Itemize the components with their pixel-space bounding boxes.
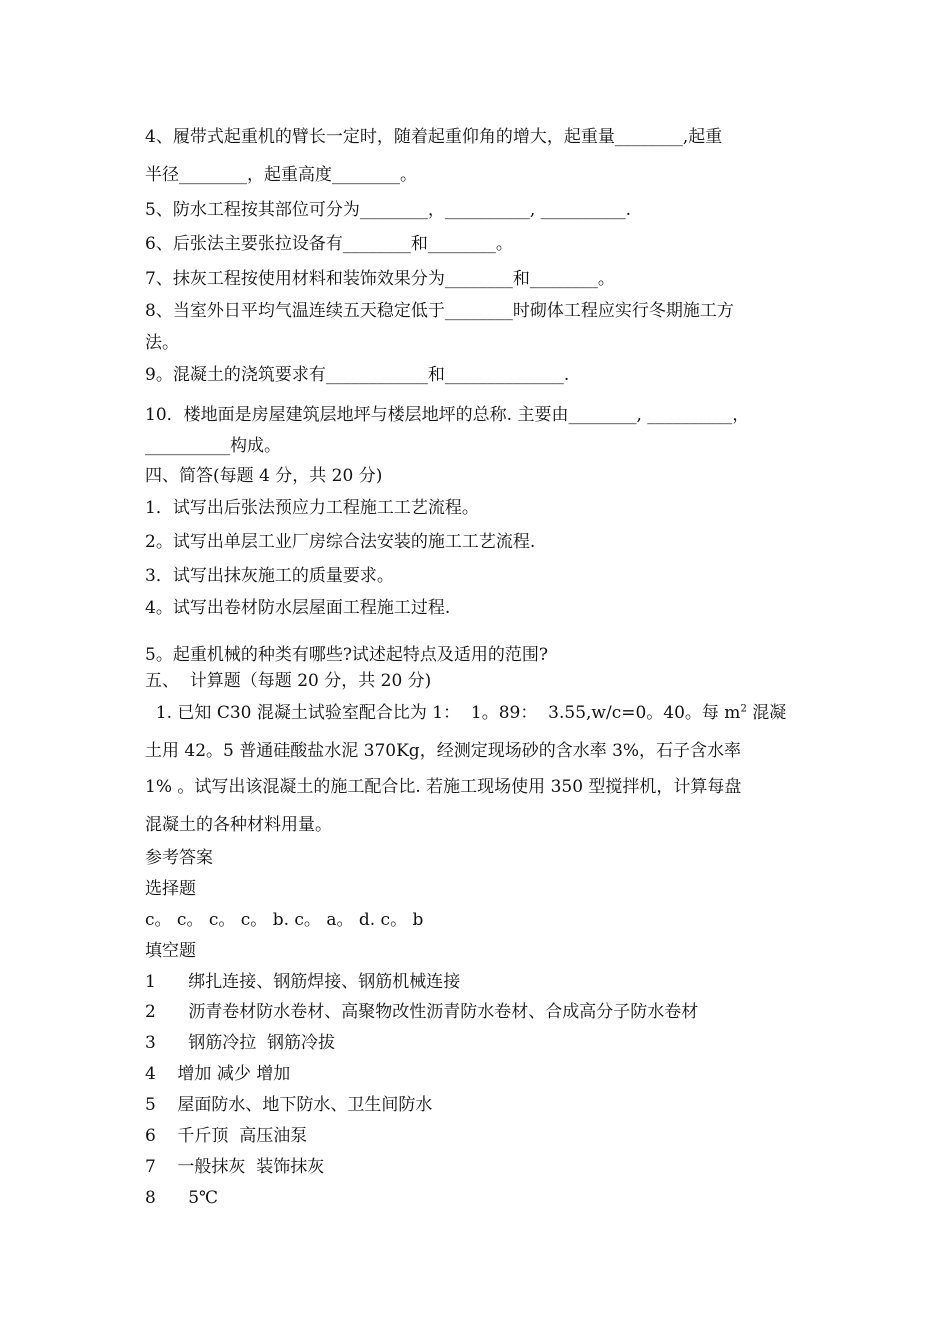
fill-question-5: 5、防水工程按其部位可分为________，__________, __________. (145, 200, 632, 220)
fill-answer-5: 5 屋面防水、地下防水、卫生间防水 (145, 1095, 433, 1115)
answers-heading: 参考答案 (145, 848, 213, 868)
fill-question-4-line-2: 半径________，起重高度________。 (145, 165, 417, 185)
short-answer-question-5: 5。起重机械的种类有哪些?试述起特点及适用的范围? (145, 645, 549, 665)
fill-question-4-line-1: 4、履带式起重机的臂长一定时，随着起重仰角的增大，起重量________,起重 (145, 127, 723, 147)
calculation-heading: 五、 计算题（每题 20 分，共 20 分) (145, 671, 432, 691)
fill-answer-3: 3 钢筋冷拉 钢筋冷拔 (145, 1033, 336, 1053)
fill-question-9: 9。混凝土的浇筑要求有____________和______________. (145, 365, 570, 385)
short-answer-question-1: 1．试写出后张法预应力工程施工工艺流程。 (145, 498, 479, 518)
fill-answer-6: 6 千斤顶 高压油泵 (145, 1126, 308, 1146)
choice-answers: c。 c。 c。 c。 b. c。 a。 d. c。 b (145, 910, 424, 930)
fill-question-7: 7、抹灰工程按使用材料和装饰效果分为________和________。 (145, 269, 615, 289)
short-answer-question-3: 3．试写出抹灰施工的质量要求。 (145, 566, 394, 586)
fill-answer-7: 7 一般抹灰 装饰抹灰 (145, 1157, 325, 1177)
calculation-line-1-end: 混凝 (746, 703, 787, 723)
fill-question-10-line-1: 10．楼地面是房屋建筑层地坪与楼层地坪的总称. 主要由________, __________， (145, 405, 750, 425)
fill-question-8-line-1: 8、当室外日平均气温连续五天稳定低于________时砌体工程应实行冬期施工方 (145, 301, 734, 321)
short-answer-question-2: 2。试写出单层工业厂房综合法安装的施工工艺流程. (145, 532, 536, 552)
fill-answer-8: 8 5℃ (145, 1188, 219, 1208)
fill-question-10-line-2: __________构成。 (145, 436, 281, 456)
calculation-line-2: 土用 42。5 普通硅酸盐水泥 370Kg，经测定现场砂的含水率 3%，石子含水率 (145, 741, 742, 761)
choice-heading: 选择题 (145, 879, 196, 899)
calculation-line-1-text: 1. 已知 C30 混凝土试验室配合比为 1： 1。89： 3.55,w/c=0。40。每 m (145, 703, 741, 723)
fill-question-6: 6、后张法主要张拉设备有________和________。 (145, 234, 513, 254)
short-answer-heading: 四、简答(每题 4 分，共 20 分) (145, 466, 383, 486)
calculation-line-4: 混凝土的各种材料用量。 (145, 815, 332, 835)
calculation-line-1 (145, 702, 786, 724)
fill-answer-4: 4 增加 减少 增加 (145, 1064, 291, 1084)
calculation-line-3: 1% 。试写出该混凝土的施工配合比. 若施工现场使用 350 型搅拌机，计算每盘 (145, 777, 742, 797)
fill-heading: 填空题 (145, 941, 196, 961)
fill-answer-2: 2 沥青卷材防水卷材、高聚物改性沥青防水卷材、合成高分子防水卷材 (145, 1002, 699, 1022)
short-answer-question-4: 4。试写出卷材防水层屋面工程施工过程. (145, 598, 451, 618)
superscript-2: 2 (740, 703, 747, 715)
fill-answer-1: 1 绑扎连接、钢筋焊接、钢筋机械连接 (145, 972, 461, 992)
fill-question-8-line-2: 法。 (145, 333, 179, 353)
